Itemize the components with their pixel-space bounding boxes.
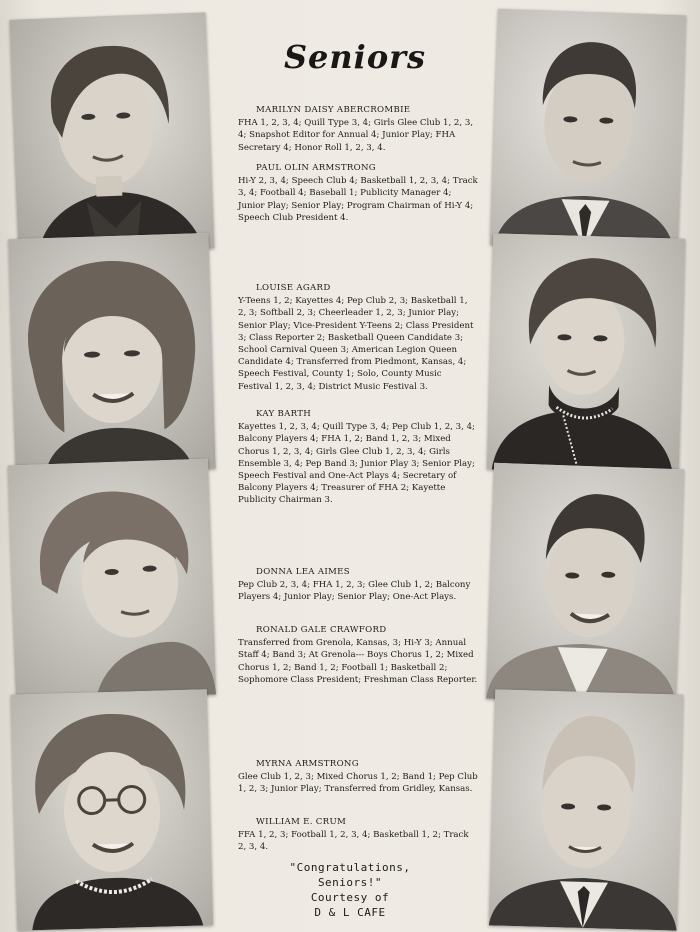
portrait-photo-myrna-armstrong [11, 689, 214, 930]
portrait-photo-aimes [8, 459, 216, 702]
senior-entry [238, 408, 478, 507]
senior-activities: Glee Club 1, 2, 3; Mixed Chorus 1, 2; Band 1; Pep Club 1, 2, 3; Junior Play; Transferred from Gridley, Kansas. [238, 772, 478, 795]
portrait-photo-agard [8, 233, 215, 475]
senior-activities: Hi-Y 2, 3, 4; Speech Club 4; Basketball 1, 2, 3, 4; Track 3, 4; Football 4; Baseball 1; Publicity Manager 4; Junior Play; Senior Play; Program Chairman of Hi-Y 4; Speech Club President 4. [238, 176, 478, 223]
portrait-photo-barth [487, 233, 686, 474]
senior-entry [238, 816, 478, 854]
senior-name: MYRNA ARMSTRONG [256, 759, 359, 769]
senior-name: PAUL OLIN ARMSTRONG [256, 163, 376, 173]
footer-line: Seniors!" [317, 876, 383, 889]
portrait-photo-crum [489, 689, 684, 930]
senior-entry [238, 282, 478, 393]
senior-activities: FFA 1, 2, 3; Football 1, 2, 3, 4; Basketball 1, 2; Track 2, 3, 4. [238, 830, 469, 853]
senior-entry [238, 104, 478, 154]
senior-name: MARILYN DAISY ABERCROMBIE [256, 105, 411, 115]
senior-activities: Kayettes 1, 2, 3, 4; Quill Type 3, 4; Pep Club 1, 2, 3, 4; Balcony Players 4; FHA 1, 2; Band 1, 2, 3; Mixed Chorus 1, 2, 3, 4; Girls Glee Club 1, 2, 3, 4; Girls Ensemble 3, 4; Pep Band 3; Junior Play 3; Senior Play; Speech Festival and One-Act Plays 4; Secretary of Balcony Players 4; Treasurer of FHA 2; Kayette Publicity Chairman 3. [238, 422, 475, 506]
senior-name: KAY BARTH [256, 409, 312, 419]
senior-activities: Transferred from Grenola, Kansas, 3; Hi-Y 3; Annual Staff 4; Band 3; At Grenola--- Boys Chorus 1, 2; Mixed Chorus 1, 2; Band 1, 2; Football 1; Basketball 2; Sophomore Class President; Freshman Class Reporter. [238, 638, 478, 685]
portrait-photo-paul-armstrong [490, 9, 686, 251]
footer-line: D & L CAFE [314, 906, 386, 919]
senior-entry [238, 162, 478, 224]
sponsor-footer [280, 860, 420, 920]
senior-activities: Pep Club 2, 3, 4; FHA 1, 2, 3; Glee Club 1, 2; Balcony Players 4; Junior Play; Senior Play; One-Act Plays. [238, 580, 471, 603]
senior-name: RONALD GALE CRAWFORD [256, 625, 387, 635]
senior-activities: Y-Teens 1, 2; Kayettes 4; Pep Club 2, 3; Basketball 1, 2, 3; Softball 2, 3; Cheerleader 1, 2, 3; Junior Play; Senior Play; Vice-President Y-Teens 2; Class President 3; Class Reporter 2; Basketball Queen Candidate 3; School Carnival Queen 3; American Legion Queen Candidate 4; Transferred from Piedmont, Kansas, 4; Speech Festival, County 1; Solo, County Music Festival 1, 2, 3, 4; District Music Festival 3. [238, 296, 474, 392]
senior-activities: FHA 1, 2, 3, 4; Quill Type 3, 4; Girls Glee Club 1, 2, 3, 4; Snapshot Editor for Annual 4; Junior Play; FHA Secretary 4; Honor Roll 1, 2, 3, 4. [238, 118, 474, 153]
senior-entry [238, 566, 478, 604]
senior-entry [238, 624, 478, 686]
footer-line: "Congratulations, [289, 861, 411, 874]
portrait-photo-crawford [486, 463, 684, 705]
senior-name: WILLIAM E. CRUM [256, 817, 347, 827]
senior-name: DONNA LEA AIMES [256, 567, 350, 577]
senior-entry [238, 758, 478, 796]
senior-name: LOUISE AGARD [256, 283, 331, 293]
page-title: Seniors [283, 38, 427, 76]
footer-line: Courtesy of [310, 891, 390, 904]
portrait-photo-abercrombie [10, 12, 215, 255]
